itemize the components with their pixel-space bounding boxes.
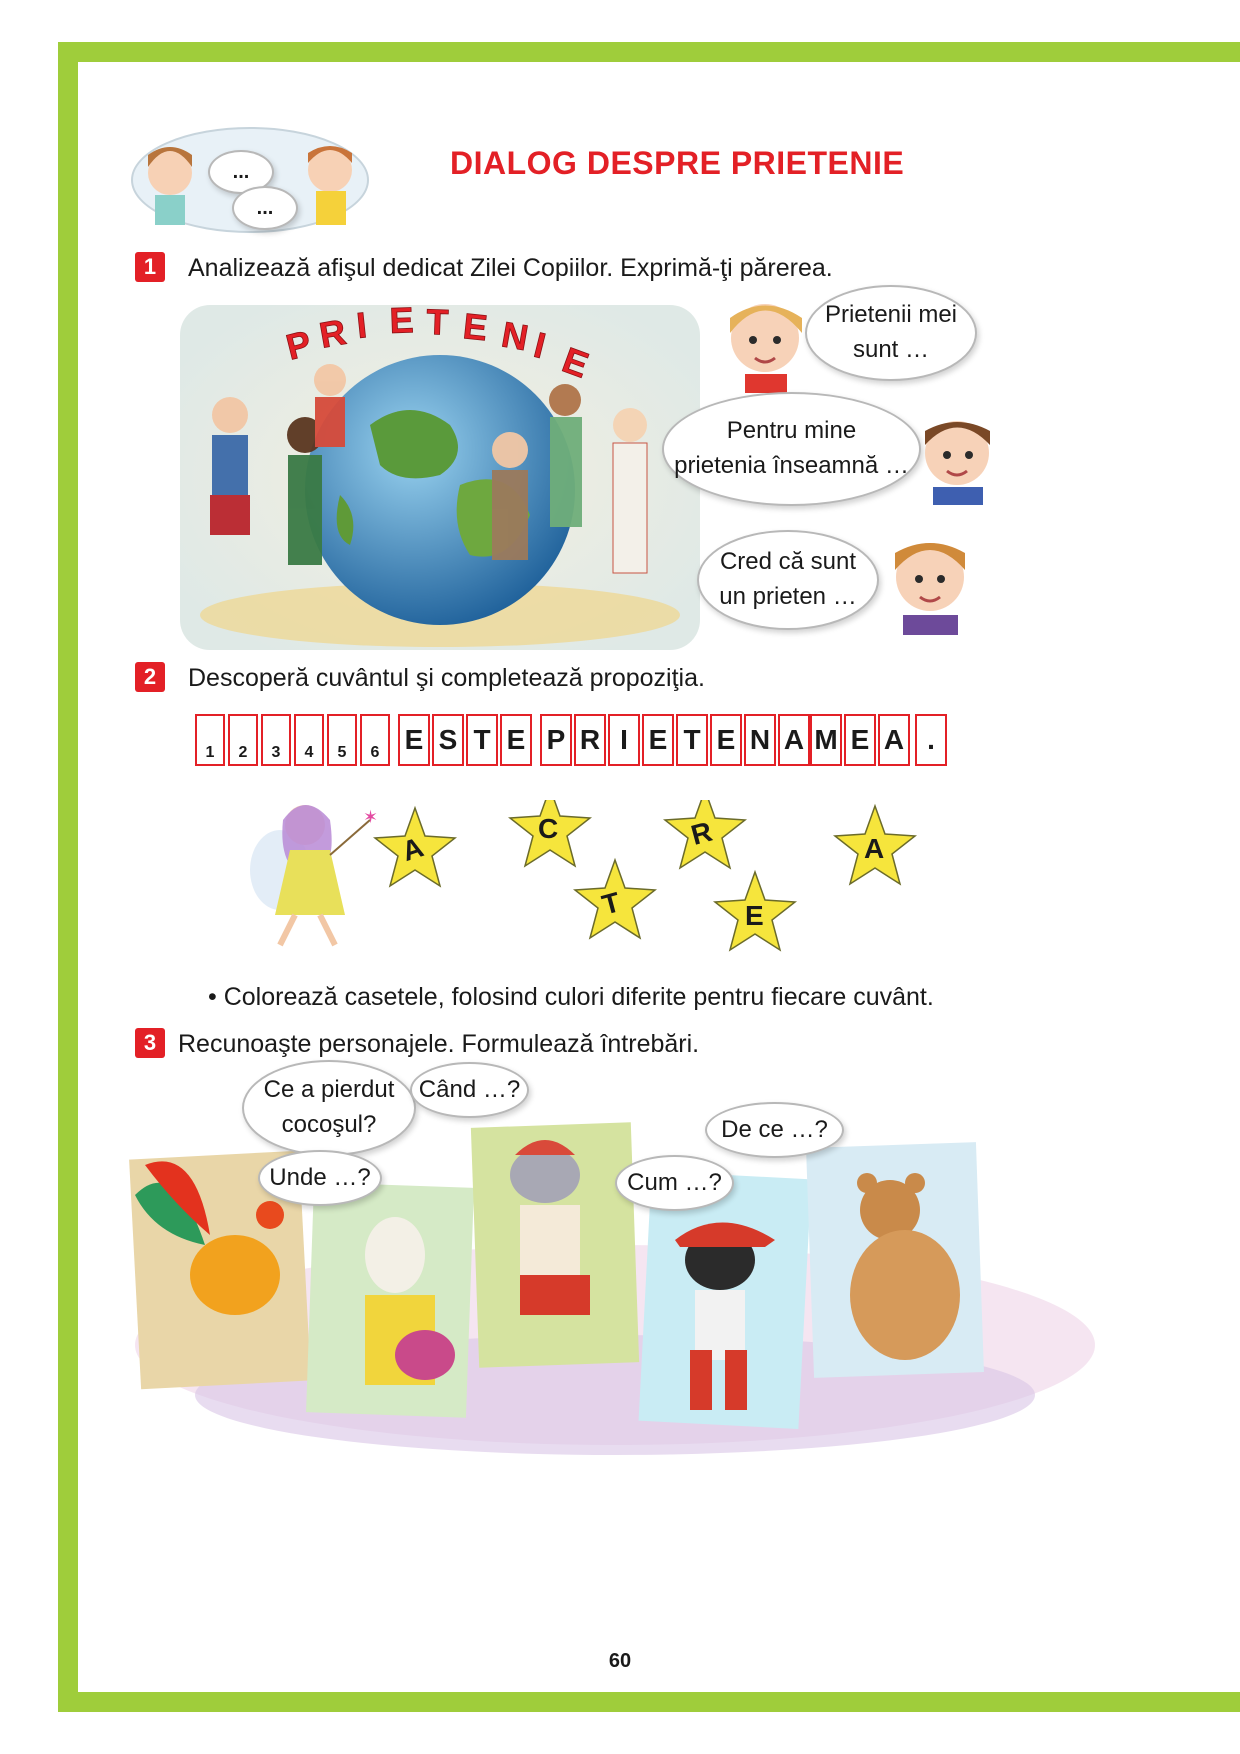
word-box[interactable]: A — [778, 714, 810, 766]
page-number: 60 — [608, 1650, 632, 1672]
poster-letter: N — [498, 313, 532, 359]
characters-illustration — [115, 1095, 1115, 1455]
speech-bubble-ex1-2: Pentru mine prietenia înseamnă … — [662, 392, 921, 506]
poster-letter: E — [461, 305, 490, 349]
poster-letter: E — [557, 338, 594, 386]
star-letter: E — [745, 900, 764, 931]
word-prietena — [540, 714, 810, 766]
word-box[interactable]: E — [844, 714, 876, 766]
kid-face-3 — [885, 525, 975, 635]
kid-face-1 — [720, 288, 810, 393]
word-box[interactable]: T — [466, 714, 498, 766]
speech-bubble-ex3-5: Cum …? — [615, 1155, 734, 1211]
star-letter: T — [598, 886, 624, 921]
word-box[interactable]: T — [676, 714, 708, 766]
fairy-illustration — [235, 795, 385, 955]
exercise-number-1: 1 — [135, 252, 165, 282]
exercise-1-instruction: Analizează afişul dedicat Zilei Copiilor. Exprimă-ţi părerea. — [188, 254, 833, 282]
speech-bubble-ex3-3: Unde …? — [258, 1150, 382, 1206]
page-title: DIALOG DESPRE PRIETENIE — [450, 145, 905, 181]
poster-letter: T — [425, 301, 450, 343]
poster-letter: E — [388, 300, 415, 341]
speech-bubble-ex1-3: Cred că sunt un prieten … — [697, 530, 879, 630]
star-letter: R — [687, 815, 716, 851]
word-box[interactable]: R — [574, 714, 606, 766]
exercise-number-2: 2 — [135, 662, 165, 692]
letter-box-2[interactable]: 2 — [228, 714, 258, 766]
letter-box-4[interactable]: 4 — [294, 714, 324, 766]
poster-word-prietenie — [270, 300, 610, 390]
word-este — [398, 714, 532, 766]
word-box[interactable]: N — [744, 714, 776, 766]
exercise-2-instruction: Descoperă cuvântul şi completează propoziţia. — [188, 664, 705, 692]
poster-letter: I — [530, 323, 550, 367]
period-box-wrap — [915, 714, 947, 766]
word-box[interactable]: A — [878, 714, 910, 766]
word-box[interactable]: E — [398, 714, 430, 766]
letter-box-5[interactable]: 5 — [327, 714, 357, 766]
exercise-number-3: 3 — [135, 1028, 165, 1058]
svg-text:✶: ✶ — [363, 807, 379, 827]
letter-box-1[interactable]: 1 — [195, 714, 225, 766]
letter-box-6[interactable]: 6 — [360, 714, 390, 766]
word-box[interactable]: S — [432, 714, 464, 766]
word-box[interactable]: M — [810, 714, 842, 766]
star-letter: A — [864, 833, 885, 864]
word-mea — [810, 714, 910, 766]
kid-face-2 — [915, 405, 1000, 505]
speech-bubble-ex3-4: De ce …? — [705, 1102, 844, 1158]
poster-letter: I — [354, 304, 369, 346]
header-bubble-1: ... — [208, 150, 274, 194]
word-box[interactable]: I — [608, 714, 640, 766]
word-box[interactable]: E — [642, 714, 674, 766]
letter-stars — [370, 800, 930, 960]
exercise-3-instruction: Recunoaşte personajele. Formulează întrebări. — [178, 1030, 700, 1058]
poster-letter: R — [316, 310, 349, 356]
header-bubble-2: ... — [232, 186, 298, 230]
word-box[interactable]: E — [500, 714, 532, 766]
poster-letter: P — [282, 322, 316, 368]
period-box[interactable]: . — [915, 714, 947, 766]
letter-box-3[interactable]: 3 — [261, 714, 291, 766]
word-box[interactable]: P — [540, 714, 572, 766]
exercise-2-note: • Colorează casetele, folosind culori diferite pentru fiecare cuvânt. — [208, 983, 934, 1011]
speech-bubble-ex3-1: Ce a pierdut cocoşul? — [242, 1060, 416, 1156]
word-box[interactable]: E — [710, 714, 742, 766]
star-letter: A — [398, 831, 428, 868]
speech-bubble-ex1-1: Prietenii mei sunt … — [805, 285, 977, 381]
star-letter: C — [538, 813, 559, 844]
numbered-boxes — [195, 714, 390, 766]
speech-bubble-ex3-2: Când …? — [410, 1062, 529, 1118]
